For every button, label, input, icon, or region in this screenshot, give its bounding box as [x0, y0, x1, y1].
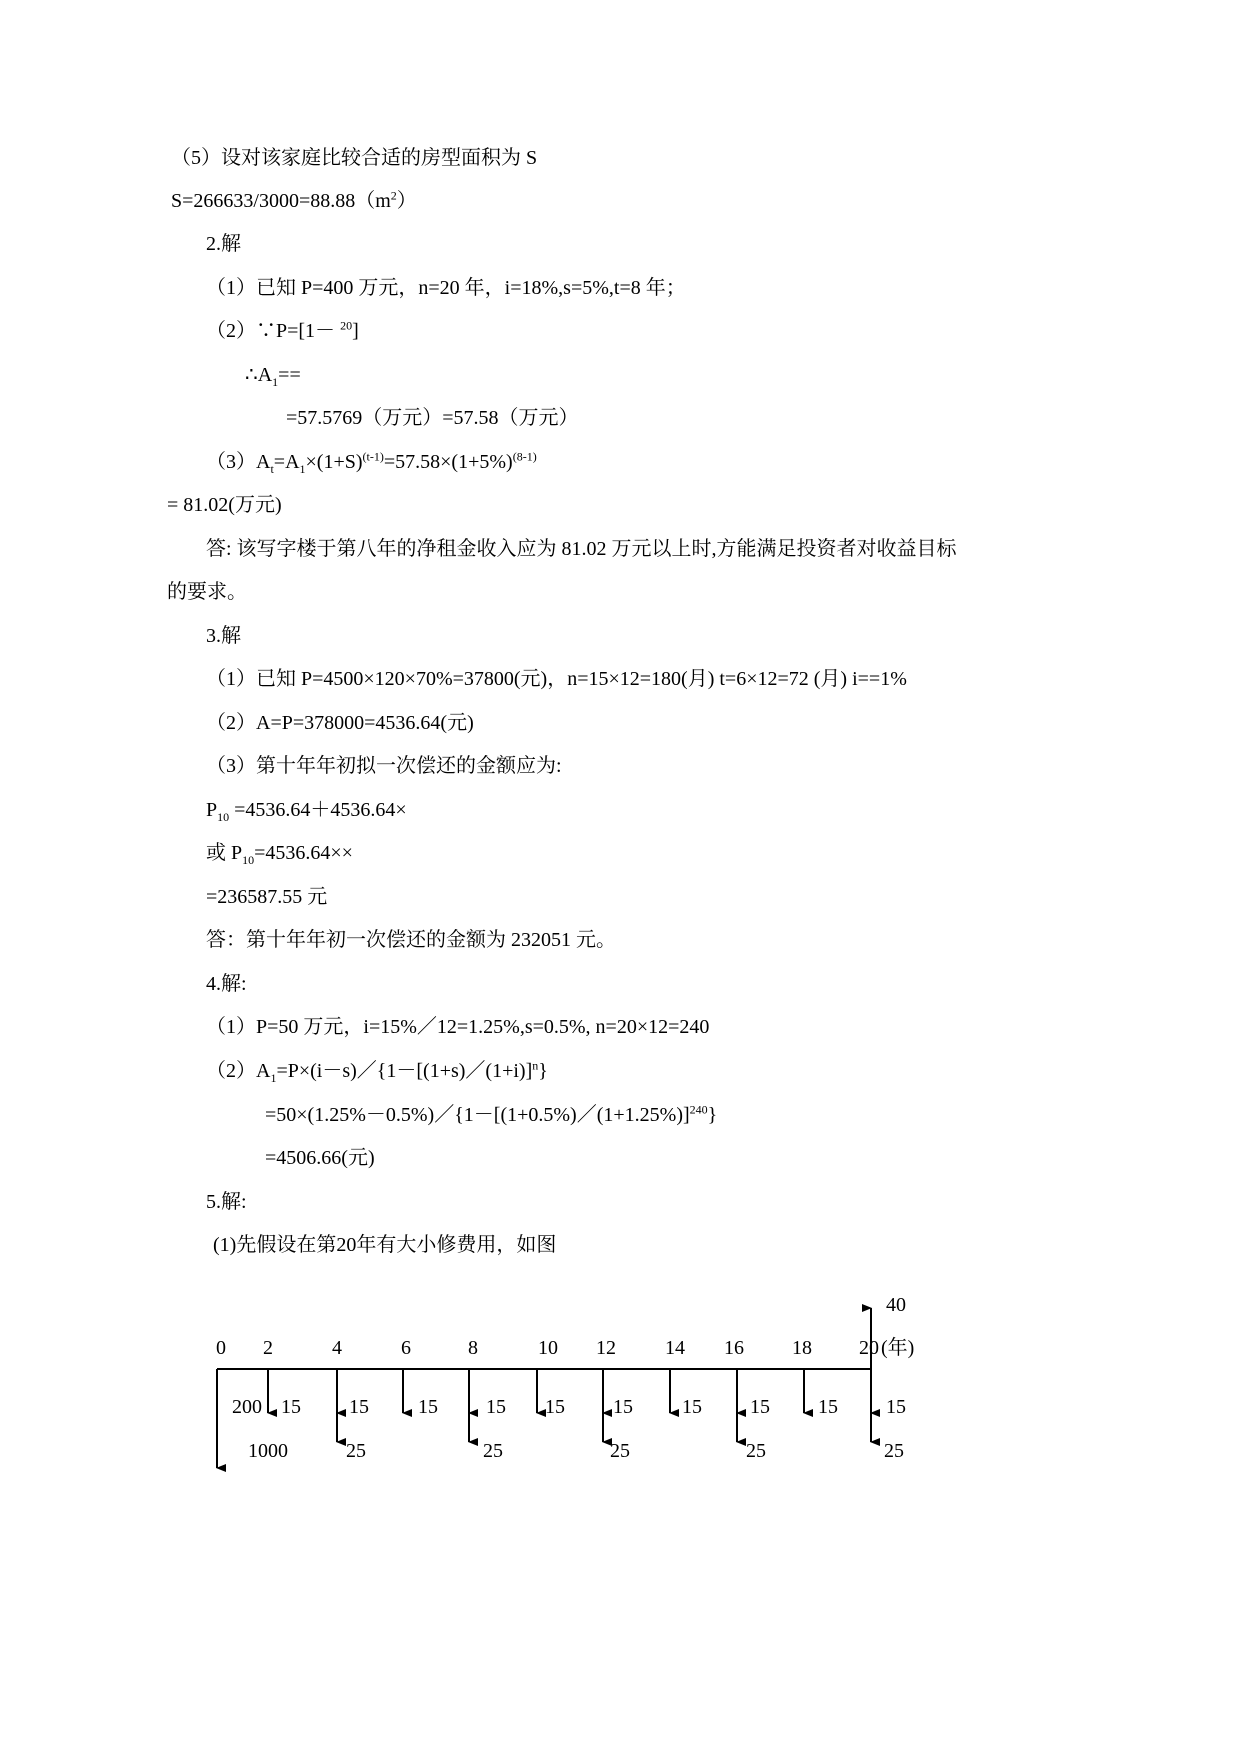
- line-area-definition: （5）设对该家庭比较合适的房型面积为 S: [171, 147, 538, 169]
- line-p10-result: =236587.55 元: [206, 886, 328, 908]
- line-repayment-intro: （3）第十年年初拟一次偿还的金额应为:: [206, 755, 562, 777]
- subscript: 10: [242, 853, 255, 867]
- line-a-equals: （2）A=P=378000=4536.64(元): [206, 712, 474, 734]
- text-part: ==: [278, 364, 301, 386]
- text-part: ]: [352, 320, 359, 342]
- text-part: （3）A: [206, 451, 271, 473]
- annual-outflow-label: 15: [682, 1396, 702, 1418]
- repair-outflow-label: 25: [884, 1440, 904, 1462]
- repair-outflow-label: 25: [346, 1440, 366, 1462]
- tick-label: 20: [859, 1337, 879, 1359]
- heading-solution-2: 2.解: [206, 233, 241, 255]
- income-label: 40: [886, 1294, 906, 1316]
- text-part: =A: [273, 451, 300, 473]
- text-part: =P×(i－s)／{1－[(1+s)／(1+i)]: [276, 1060, 533, 1082]
- text-part: =4536.64＋4536.64×: [229, 799, 407, 821]
- initial-outflow-label: 200: [232, 1396, 262, 1418]
- repair-outflow-label: 25: [610, 1440, 630, 1462]
- heading-solution-5: 5.解:: [206, 1191, 247, 1213]
- text-part: =4536.64××: [254, 842, 353, 864]
- annual-outflow-label: 15: [418, 1396, 438, 1418]
- tick-label: 14: [665, 1337, 685, 1359]
- line-given-values-2: （1）已知 P=400 万元，n=20 年，i=18%,s=5%,t=8 年；: [206, 277, 686, 299]
- repair-outflow-label: 25: [746, 1440, 766, 1462]
- text-part: }: [538, 1060, 548, 1082]
- superscript: (8-1): [512, 449, 537, 464]
- text-part: ×(1+S): [305, 451, 363, 473]
- text-part: =50×(1.25%－0.5%)／{1－[(1+0.5%)／(1+1.25%)]: [265, 1104, 690, 1126]
- annual-outflow-label: 15: [818, 1396, 838, 1418]
- text-part: ）: [396, 190, 417, 212]
- tick-label: 8: [468, 1337, 478, 1359]
- line-a1-value: =4506.66(元): [265, 1147, 375, 1169]
- line-at-result: = 81.02(万元): [167, 494, 282, 516]
- annual-outflow-label: 15: [613, 1396, 633, 1418]
- line-diagram-intro: (1)先假设在第20年有大小修费用，如图: [213, 1234, 557, 1256]
- tick-label: 2: [263, 1337, 273, 1359]
- heading-solution-4: 4.解:: [206, 973, 247, 995]
- tick-label: 12: [596, 1337, 616, 1359]
- subscript: 1: [270, 1071, 277, 1085]
- line-given-values-3: （1）已知 P=4500×120×70%=37800(元)，n=15×12=180(月) t=6×12=72 (月) i==1%: [206, 668, 907, 690]
- line-a1-result: =57.5769（万元）=57.58（万元）: [286, 407, 579, 429]
- annual-outflow-label: 15: [886, 1396, 906, 1418]
- superscript: 2: [390, 188, 397, 203]
- initial-outflow-label-2: 1000: [248, 1440, 288, 1462]
- superscript: 20: [340, 318, 353, 333]
- text-part: =57.58×(1+5%): [383, 451, 513, 473]
- annual-outflow-label: 15: [750, 1396, 770, 1418]
- superscript: n: [532, 1058, 539, 1073]
- tick-label: 18: [792, 1337, 812, 1359]
- superscript: 240: [689, 1102, 708, 1117]
- tick-label: 6: [401, 1337, 411, 1359]
- subscript: 1: [272, 375, 279, 389]
- annual-outflow-label: 15: [349, 1396, 369, 1418]
- text-part: S=266633/3000=88.88（m: [171, 190, 391, 212]
- text-part: ∴A: [245, 364, 273, 386]
- tick-label: 4: [332, 1337, 342, 1359]
- line-given-values-4: （1）P=50 万元，i=15%／12=1.25%,s=0.5%, n=20×12=240: [206, 1016, 710, 1038]
- subscript: 10: [217, 810, 230, 824]
- repair-outflow-label: 25: [483, 1440, 503, 1462]
- tick-label: 16: [724, 1337, 744, 1359]
- subscript: t: [270, 462, 274, 476]
- superscript: (t-1): [362, 449, 384, 464]
- text-part: P: [206, 799, 218, 821]
- annual-outflow-label: 15: [545, 1396, 565, 1418]
- text-part: （2）∵P=[1－: [206, 320, 341, 342]
- text-part: }: [707, 1104, 718, 1126]
- text-part: 或 P: [206, 842, 243, 864]
- annual-outflow-label: 15: [486, 1396, 506, 1418]
- annual-outflow-label: 15: [281, 1396, 301, 1418]
- answer-2-line-2: 的要求。: [167, 581, 247, 603]
- answer-2-line-1: 答: 该写字楼于第八年的净租金收入应为 81.02 万元以上时,方能满足投资者对收益目标: [206, 538, 957, 560]
- answer-3: 答：第十年年初一次偿还的金额为 232051 元。: [206, 929, 616, 951]
- axis-unit-label: (年): [881, 1337, 915, 1359]
- text-part: （2）A: [206, 1060, 271, 1082]
- tick-label: 0: [216, 1337, 226, 1359]
- heading-solution-3: 3.解: [206, 625, 241, 647]
- subscript: 1: [299, 462, 306, 476]
- tick-label: 10: [538, 1337, 558, 1359]
